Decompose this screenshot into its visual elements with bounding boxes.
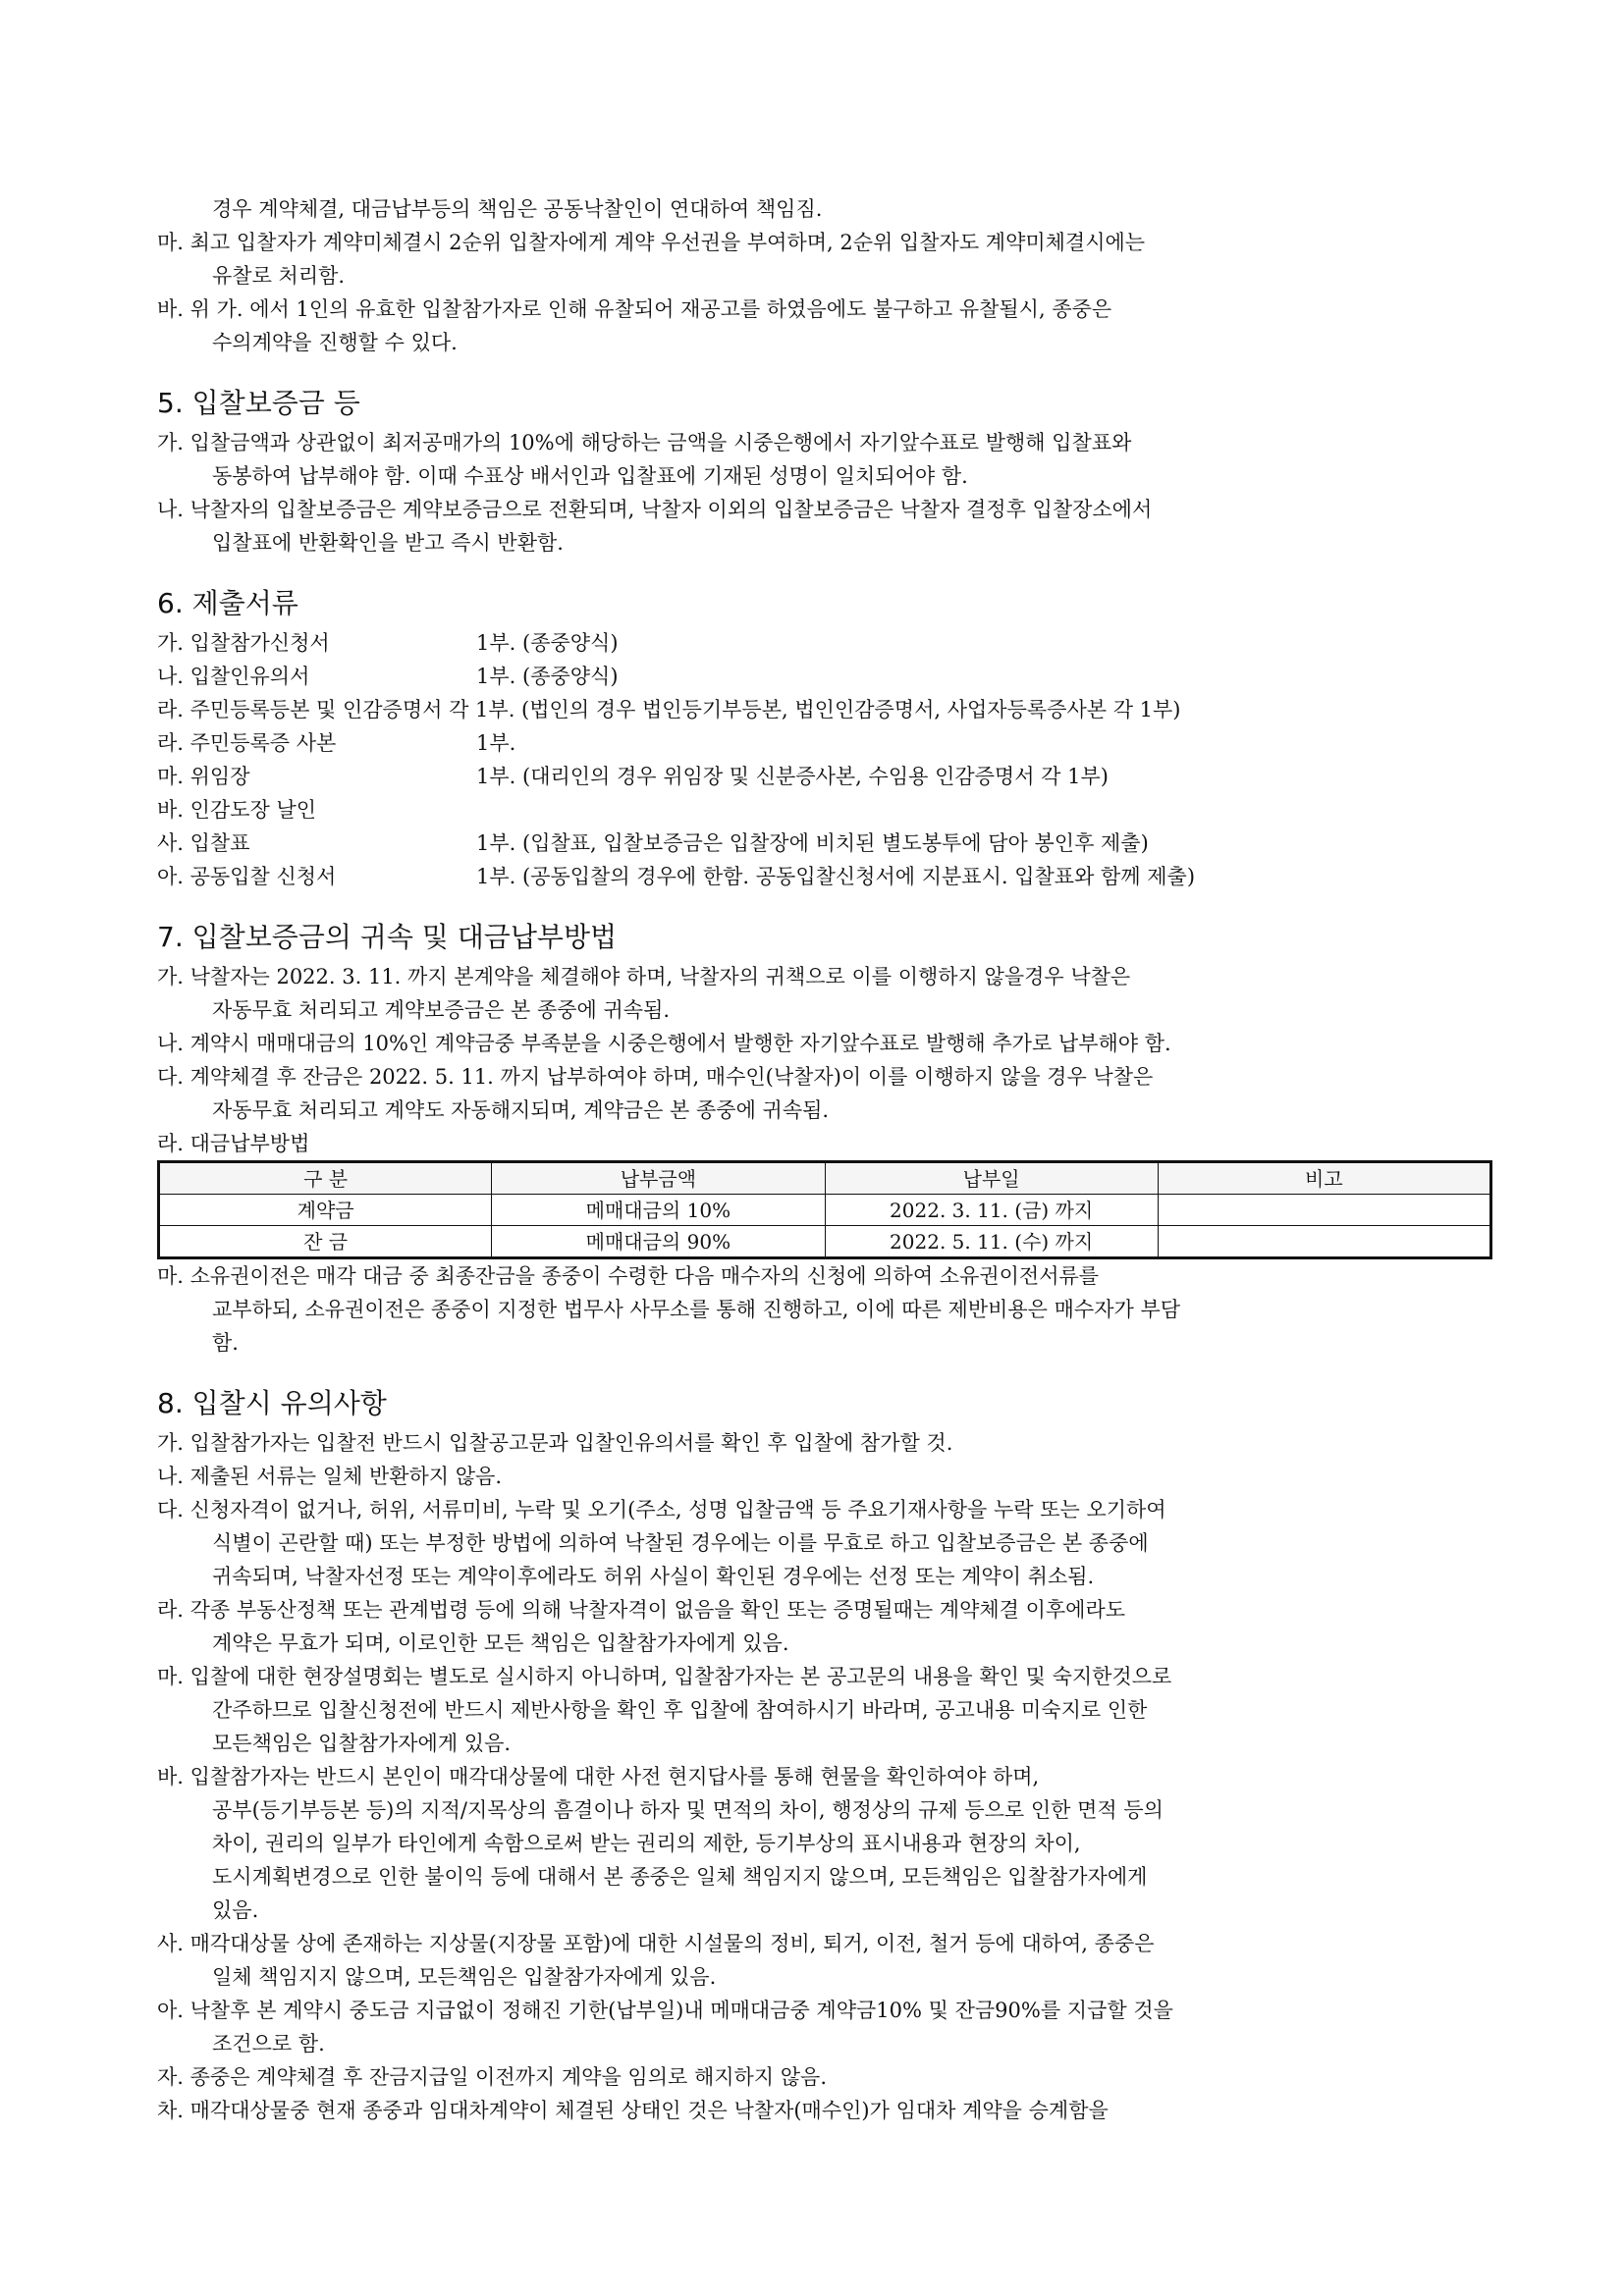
document-row (157, 693, 1492, 726)
item-continuation-line: 도시계획변경으로 인한 불이익 등에 대해서 본 종중은 일체 책임지지 않으며, 모든책임은 입찰참가자에게 (212, 1865, 1148, 1889)
item-continuation-line: 차이, 권리의 일부가 타인에게 속함으로써 받는 권리의 제한, 등기부상의 표시내용과 현장의 차이, (212, 1832, 1081, 1855)
list-item (157, 1127, 1492, 1160)
list-item (157, 1259, 1492, 1360)
item-first-line: 바. 위 가. 에서 1인의 유효한 입찰참가자로 인해 유찰되어 재공고를 하였음에도 불구하고 유찰될시, 종중은 (157, 297, 1112, 321)
item-continuation-line: 간주하므로 입찰신청전에 반드시 제반사항을 확인 후 입찰에 참여하시기 바라며, 공고내용 미숙지로 인한 (212, 1698, 1148, 1722)
header-due-date: 납부일 (825, 1162, 1158, 1195)
cell-amount: 메매대금의 10% (492, 1195, 825, 1226)
cell-category: 잔 금 (159, 1226, 492, 1258)
item-continuation-line: 유찰로 처리함. (212, 264, 346, 288)
list-item (157, 2060, 1492, 2094)
section-6 (157, 583, 1492, 893)
section-7-after-items (157, 1259, 1492, 1360)
list-item (157, 1426, 1492, 1460)
item-continuation-line: 수의계약을 진행할 수 있다. (212, 331, 458, 354)
item-continuation-line: 있음. (212, 1898, 259, 1922)
item-first-line: 마. 최고 입찰자가 계약미체결시 2순위 입찰자에게 계약 우선권을 부여하며, 2순위 입찰자도 계약미체결시에는 (157, 231, 1146, 254)
list-item (157, 1460, 1492, 1493)
item-continuation-line: 모든책임은 입찰참가자에게 있음. (212, 1732, 512, 1755)
list-item (157, 1493, 1492, 1593)
list-item (157, 1027, 1492, 1060)
document-detail: 1부. (종중양식) (476, 665, 619, 688)
item-first-line: 다. 계약체결 후 잔금은 2022. 5. 11. 까지 납부하여야 하며, 매수인(낙찰자)이 이를 이행하지 않을 경우 낙찰은 (157, 1065, 1154, 1089)
cell-remarks (1158, 1226, 1490, 1258)
item-first-line: 라. 대금납부방법 (157, 1132, 310, 1155)
item-first-line: 가. 낙찰자는 2022. 3. 11. 까지 본계약을 체결해야 하며, 낙찰자의 귀책으로 이를 이행하지 않을경우 낙찰은 (157, 965, 1131, 988)
item-first-line: 자. 종중은 계약체결 후 잔금지급일 이전까지 계약을 임의로 해지하지 않음. (157, 2065, 828, 2089)
item-continuation-line: 자동무효 처리되고 계약보증금은 본 종중에 귀속됨. (212, 998, 671, 1022)
list-item (157, 226, 1492, 293)
header-amount: 납부금액 (492, 1162, 825, 1195)
item-first-line: 라. 각종 부동산정책 또는 관계법령 등에 의해 낙찰자격이 없음을 확인 또는 증명될때는 계약체결 이후에라도 (157, 1598, 1126, 1622)
list-item (157, 1060, 1492, 1127)
item-first-line: 나. 계약시 매매대금의 10%인 계약금중 부족분을 시중은행에서 발행한 자기앞수표로 발행해 추가로 납부해야 함. (157, 1032, 1171, 1055)
document-detail: 1부. (대리인의 경우 위임장 및 신분증사본, 수임용 인감증명서 각 1부) (476, 765, 1109, 788)
cell-amount: 메매대금의 90% (492, 1226, 825, 1258)
document-row (157, 793, 1492, 827)
item-first-line: 경우 계약체결, 대금납부등의 책임은 공동낙찰인이 연대하여 책임짐. (212, 197, 823, 221)
table-row (159, 1226, 1491, 1258)
document-body (157, 192, 1492, 2151)
document-name: 나. 입찰인유의서 (157, 665, 310, 688)
list-item (157, 426, 1492, 493)
list-item (157, 1927, 1492, 1994)
payment-schedule-table (157, 1160, 1492, 1259)
list-item (157, 1660, 1492, 1760)
document-detail: 1부. (476, 731, 516, 755)
cell-due-date: 2022. 3. 11. (금) 까지 (825, 1195, 1158, 1226)
section-8 (157, 1383, 1492, 2127)
item-continuation-line: 일체 책임지지 않으며, 모든책임은 입찰참가자에게 있음. (212, 1965, 717, 1989)
list-item (157, 1593, 1492, 1660)
document-row (157, 860, 1492, 893)
item-first-line: 아. 낙찰후 본 계약시 중도금 지급없이 정해진 기한(납부일)내 메매대금중 계약금10% 및 잔금90%를 지급할 것을 (157, 1999, 1173, 2022)
document-name: 가. 입찰참가신청서 (157, 631, 330, 655)
item-first-line: 사. 매각대상물 상에 존재하는 지상물(지장물 포함)에 대한 시설물의 정비, 퇴거, 이전, 철거 등에 대하여, 종중은 (157, 1932, 1155, 1955)
header-category: 구 분 (159, 1162, 492, 1195)
item-first-line: 마. 입찰에 대한 현장설명회는 별도로 실시하지 아니하며, 입찰참가자는 본 공고문의 내용을 확인 및 숙지한것으로 (157, 1665, 1172, 1688)
list-item (157, 1760, 1492, 1927)
section-5 (157, 383, 1492, 560)
section-7-items (157, 960, 1492, 1160)
list-item (157, 493, 1492, 560)
item-first-line: 다. 신청자격이 없거나, 허위, 서류미비, 누락 및 오기(주소, 성명 입찰금액 등 주요기재사항을 누락 또는 오기하여 (157, 1498, 1166, 1522)
item-first-line: 바. 입찰참가자는 반드시 본인이 매각대상물에 대한 사전 현지답사를 통해 현물을 확인하여야 하며, (157, 1765, 1040, 1789)
section-7-heading: 7. 입찰보증금의 귀속 및 대금납부방법 (157, 921, 618, 953)
document-row (157, 626, 1492, 660)
payment-table-header-row (159, 1162, 1491, 1195)
document-row (157, 660, 1492, 693)
document-name: 아. 공동입찰 신청서 (157, 865, 337, 888)
document-row (157, 827, 1492, 860)
document-detail: 1부. (입찰표, 입찰보증금은 입찰장에 비치된 별도봉투에 담아 봉인후 제출) (476, 831, 1149, 855)
section-8-heading: 8. 입찰시 유의사항 (157, 1387, 387, 1419)
document-detail: 1부. (공동입찰의 경우에 한함. 공동입찰신청서에 지분표시. 입찰표와 함께 제출) (476, 865, 1196, 888)
item-continuation-line: 동봉하여 납부해야 함. 이때 수표상 배서인과 입찰표에 기재된 성명이 일치되어야 함. (212, 464, 968, 488)
item-first-line: 나. 낙찰자의 입찰보증금은 계약보증금으로 전환되며, 낙찰자 이외의 입찰보증금은 낙찰자 결정후 입찰장소에서 (157, 498, 1153, 521)
list-item (157, 1994, 1492, 2060)
section-5-items (157, 426, 1492, 560)
header-remarks: 비고 (1158, 1162, 1490, 1195)
item-continuation-line: 교부하되, 소유권이전은 종중이 지정한 법무사 사무소를 통해 진행하고, 이에 따른 제반비용은 매수자가 부담 (212, 1298, 1181, 1321)
cell-due-date: 2022. 5. 11. (수) 까지 (825, 1226, 1158, 1258)
item-first-line: 마. 소유권이전은 매각 대금 중 최종잔금을 종중이 수령한 다음 매수자의 신청에 의하여 소유권이전서류를 (157, 1264, 1100, 1288)
item-first-line: 가. 입찰금액과 상관없이 최저공매가의 10%에 해당하는 금액을 시중은행에서 자기앞수표로 발행해 입찰표와 (157, 431, 1132, 454)
table-row (159, 1195, 1491, 1226)
document-detail: 1부. (종중양식) (476, 631, 619, 655)
cell-remarks (1158, 1195, 1490, 1226)
section-8-items (157, 1426, 1492, 2127)
section-5-heading: 5. 입찰보증금 등 (157, 387, 360, 419)
list-item (157, 2094, 1492, 2127)
intro-block (157, 192, 1492, 359)
document-name: 사. 입찰표 (157, 831, 250, 855)
item-continuation-line: 귀속되며, 낙찰자선정 또는 계약이후에라도 허위 사실이 확인된 경우에는 선정 또는 계약이 취소됨. (212, 1565, 1095, 1588)
item-continuation-line: 함. (212, 1331, 239, 1355)
item-continuation-line: 입찰표에 반환확인을 받고 즉시 반환함. (212, 531, 564, 555)
item-first-line: 나. 제출된 서류는 일체 반환하지 않음. (157, 1465, 503, 1488)
section-6-heading: 6. 제출서류 (157, 587, 298, 619)
item-first-line: 차. 매각대상물중 현재 종중과 임대차계약이 체결된 상태인 것은 낙찰자(매수인)가 임대차 계약을 승계함을 (157, 2099, 1109, 2122)
item-continuation-line: 조건으로 함. (212, 2032, 325, 2056)
item-continuation-line: 자동무효 처리되고 계약도 자동해지되며, 계약금은 본 종중에 귀속됨. (212, 1098, 830, 1122)
list-item (157, 192, 1492, 226)
item-continuation-line: 계약은 무효가 되며, 이로인한 모든 책임은 입찰참가자에게 있음. (212, 1631, 789, 1655)
item-first-line: 가. 입찰참가자는 입찰전 반드시 입찰공고문과 입찰인유의서를 확인 후 입찰에 참가할 것. (157, 1431, 953, 1455)
document-name: 라. 주민등록등본 및 인감증명서 각 1부. (법인의 경우 법인등기부등본, 법인인감증명서, 사업자등록증사본 각 1부) (157, 698, 1181, 721)
document-name: 라. 주민등록증 사본 (157, 731, 337, 755)
document-name: 마. 위임장 (157, 765, 250, 788)
required-documents-list (157, 626, 1492, 893)
list-item (157, 293, 1492, 359)
item-continuation-line: 공부(등기부등본 등)의 지적/지목상의 흠결이나 하자 및 면적의 차이, 행정상의 규제 등으로 인한 면적 등의 (212, 1798, 1164, 1822)
section-7 (157, 917, 1492, 1360)
document-row (157, 726, 1492, 760)
document-row (157, 760, 1492, 793)
list-item (157, 960, 1492, 1027)
document-name: 바. 인감도장 날인 (157, 798, 317, 822)
cell-category: 계약금 (159, 1195, 492, 1226)
item-continuation-line: 식별이 곤란할 때) 또는 부정한 방법에 의하여 낙찰된 경우에는 이를 무효로 하고 입찰보증금은 본 종중에 (212, 1531, 1149, 1555)
